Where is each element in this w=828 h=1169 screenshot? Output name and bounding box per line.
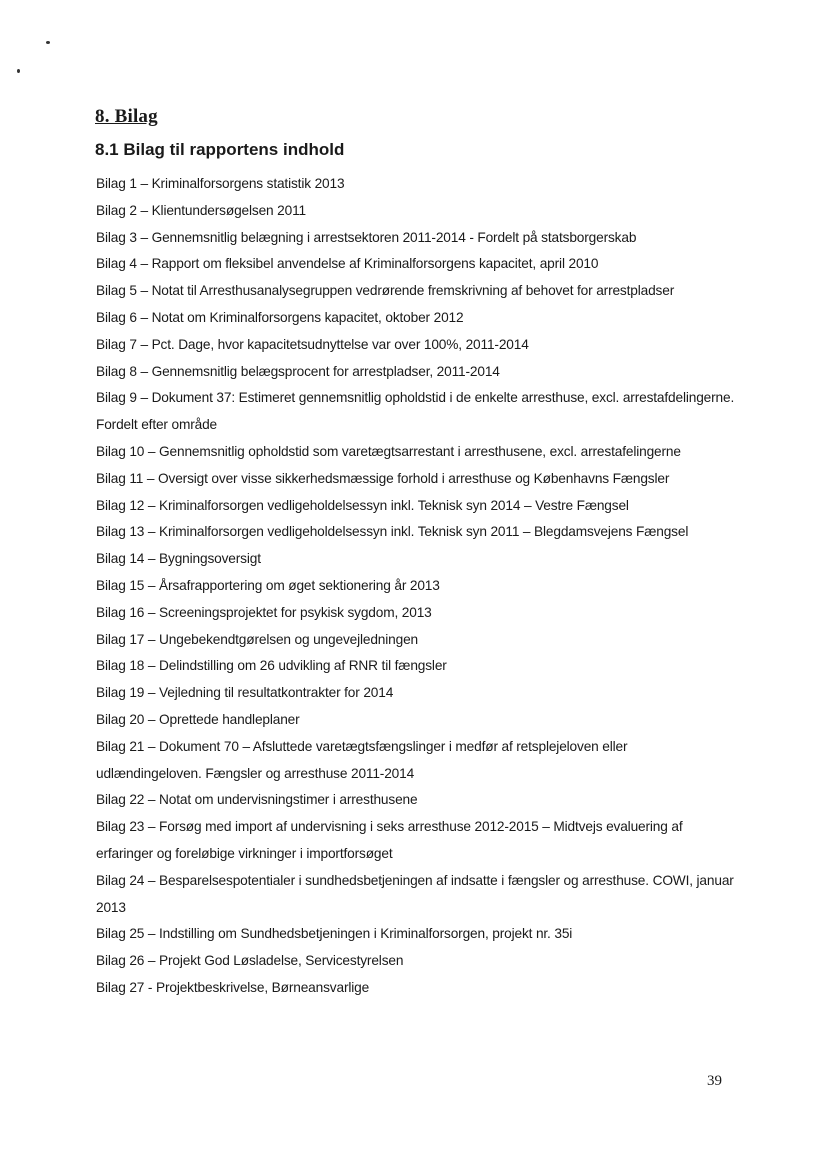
appendix-item: Bilag 24 – Besparelsespotentialer i sundhedsbetjeningen af indsatte i fængsler og arresthuse. COWI, januar 2013 xyxy=(96,872,734,915)
appendix-item: Bilag 26 – Projekt God Løsladelse, Servicestyrelsen xyxy=(96,953,404,969)
appendix-item: Bilag 27 - Projektbeskrivelse, Børneansvarlige xyxy=(96,979,370,995)
appendix-item: Bilag 19 – Vejledning til resultatkontrakter for 2014 xyxy=(96,685,394,701)
appendix-item: Bilag 6 – Notat om Kriminalforsorgens kapacitet, oktober 2012 xyxy=(96,309,464,325)
appendix-item: Bilag 2 – Klientundersøgelsen 2011 xyxy=(96,202,306,218)
appendix-item: Bilag 7 – Pct. Dage, hvor kapacitetsudnyttelse var over 100%, 2011-2014 xyxy=(96,336,529,352)
appendix-item: Bilag 17 – Ungebekendtgørelsen og ungevejledningen xyxy=(96,631,419,647)
appendix-item: Bilag 20 – Oprettede handleplaner xyxy=(96,711,300,727)
appendix-item: Bilag 10 – Gennemsnitlig opholdstid som varetægtsarrestant i arresthusene, excl. arrestafelingerne xyxy=(96,443,681,459)
appendix-item: Bilag 14 – Bygningsoversigt xyxy=(96,551,261,567)
appendix-item: Bilag 18 – Delindstilling om 26 udvikling af RNR til fængsler xyxy=(96,658,447,674)
appendix-item: Bilag 15 – Årsafrapportering om øget sektionering år 2013 xyxy=(96,577,440,593)
appendix-item: Bilag 3 – Gennemsnitlig belægning i arrestsektoren 2011-2014 - Fordelt på statsborgerskab xyxy=(96,229,637,245)
appendix-item: Bilag 11 – Oversigt over visse sikkerhedsmæssige forhold i arresthuse og Københavns Fængsler xyxy=(96,470,670,486)
appendix-list xyxy=(96,171,736,1002)
appendix-item: Bilag 12 – Kriminalforsorgen vedligeholdelsessyn inkl. Teknisk syn 2014 – Vestre Fængsel xyxy=(96,497,629,513)
page-number: 39 xyxy=(707,1073,722,1089)
scan-speck xyxy=(17,69,20,73)
appendix-item: Bilag 25 – Indstilling om Sundhedsbetjeningen i Kriminalforsorgen, projekt nr. 35i xyxy=(96,926,573,942)
subsection-heading: 8.1 Bilag til rapportens indhold xyxy=(95,140,345,159)
appendix-item: Bilag 8 – Gennemsnitlig belægsprocent for arrestpladser, 2011-2014 xyxy=(96,363,500,379)
appendix-item: Bilag 22 – Notat om undervisningstimer i arresthusene xyxy=(96,792,418,808)
appendix-item: Bilag 13 – Kriminalforsorgen vedligeholdelsessyn inkl. Teknisk syn 2011 – Blegdamsvejens Fængsel xyxy=(96,524,689,540)
appendix-item: Bilag 21 – Dokument 70 – Afsluttede varetægtsfængslinger i medfør af retsplejeloven eller udlændingeloven. Fængsler og arresthuse 2011-2014 xyxy=(96,738,628,781)
appendix-item: Bilag 16 – Screeningsprojektet for psykisk sygdom, 2013 xyxy=(96,604,432,620)
appendix-item: Bilag 5 – Notat til Arresthusanalysegruppen vedrørende fremskrivning af behovet for arrestpladser xyxy=(96,283,675,299)
appendix-item: Bilag 4 – Rapport om fleksibel anvendelse af Kriminalforsorgens kapacitet, april 2010 xyxy=(96,256,599,272)
appendix-item: Bilag 23 – Forsøg med import af undervisning i seks arresthuse 2012-2015 – Midtvejs evaluering af erfaringer og foreløbige virkninger i importforsøget xyxy=(96,819,683,861)
appendix-item: Bilag 9 – Dokument 37: Estimeret gennemsnitlig opholdstid i de enkelte arresthuse, excl. arrestafdelingerne. Fordelt efter område xyxy=(96,390,735,433)
section-heading: 8. Bilag xyxy=(95,106,158,127)
scan-speck xyxy=(46,41,50,44)
appendix-item: Bilag 1 – Kriminalforsorgens statistik 2013 xyxy=(96,176,345,191)
